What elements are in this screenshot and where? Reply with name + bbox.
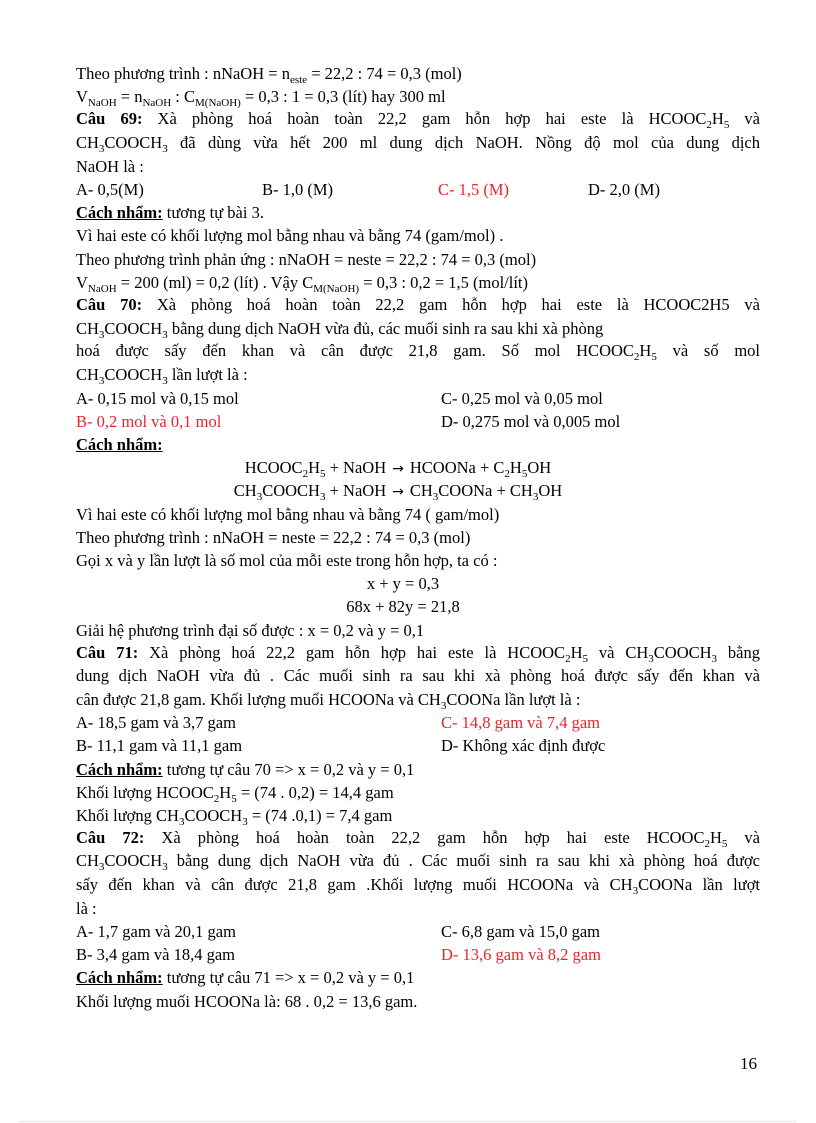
text-line: Khối lượng $CH_3COOCH_3 = (74$ .0,1) = 7,4 gam bbox=[76, 806, 393, 828]
options-row bbox=[76, 387, 760, 410]
question-70: Câu 70: Xà phòng hoá hoàn toàn 22,2 gam hỗn hợp hai este là HCOOC2H5 và bbox=[76, 294, 760, 314]
text-line: sấy đến khan và cân được 21,8 gam .Khối lượng muối HCOONa và $CH_3COONa$ lần lượt bbox=[76, 874, 760, 897]
option-d-answer: D- 13,6 gam và 8,2 gam bbox=[441, 945, 601, 965]
option-d: D- 2,0 (M) bbox=[588, 179, 660, 199]
text-line: NaOH là : bbox=[76, 156, 144, 176]
text-line: Giải hệ phương trình đại số được : x = 0,2 và y = 0,1 bbox=[76, 620, 425, 640]
options-row bbox=[76, 711, 760, 734]
text-line: hoá được sấy đến khan và cân được 21,8 gam. Số mol $HCOOC_2H_5$ và số mol bbox=[76, 341, 760, 364]
text-line: Gọi x và y lần lượt là số mol của mỗi este trong hỗn hợp, ta có : bbox=[76, 550, 498, 570]
option-a: A- 0,5(M) bbox=[76, 179, 144, 199]
hint-line: Cách nhẩm: tương tự câu 71 => x = 0,2 và y = 0,1 bbox=[76, 968, 415, 988]
option-b-answer: B- 0,2 mol và 0,1 mol bbox=[76, 411, 222, 431]
option-d: D- Không xác định được bbox=[441, 736, 606, 756]
reaction-1: $HCOOC_2H_5$ + NaOH → HCOONa + $C_2H_5OH$ bbox=[244, 458, 552, 481]
text-line: $V_{NaOH} = 200$ (ml) = 0,2 (lít) . Vậy $C_{M(NaOH)} = 0,3$ : 0,2 = 1,5 (mol/lít) bbox=[76, 272, 529, 295]
arrow-icon: → bbox=[392, 461, 404, 478]
option-c: C- 6,8 gam và 15,0 gam bbox=[441, 921, 601, 941]
option-c-answer: C- 14,8 gam và 7,4 gam bbox=[441, 713, 601, 733]
page-border-dotted bbox=[20, 1121, 796, 1122]
text-line: là : bbox=[76, 898, 97, 918]
hint-line: Cách nhẩm: bbox=[76, 435, 163, 454]
equation-1: x + y = 0,3 bbox=[366, 574, 440, 594]
option-a: A- 18,5 gam và 3,7 gam bbox=[76, 713, 236, 733]
hint-line: Cách nhẩm: tương tự câu 70 => x = 0,2 và y = 0,1 bbox=[76, 759, 415, 779]
text-line: Theo phương trình phản ứng : nNaOH = neste = 22,2 : 74 = 0,3 (mol) bbox=[76, 249, 537, 269]
question-72: Câu 72: Xà phòng hoá hoàn toàn 22,2 gam hỗn hợp hai este $HCOOC_2H_5$ và bbox=[76, 828, 760, 851]
option-b: B- 1,0 (M) bbox=[262, 179, 334, 199]
option-b: B- 3,4 gam và 18,4 gam bbox=[76, 945, 236, 965]
text-line: Theo phương trình : nNaOH = neste = 22,2 : 74 = 0,3 (mol) bbox=[76, 527, 471, 547]
hint-line: Cách nhẩm: tương tự bài 3. bbox=[76, 203, 264, 223]
text-line: cân được 21,8 gam. Khối lượng muối HCOONa và $CH_3COONa$ lần lượt là : bbox=[76, 690, 581, 713]
question-69: Câu 69: Xà phòng hoá hoàn toàn 22,2 gam hỗn hợp hai este là $HCOOC_2H_5$ và bbox=[76, 109, 760, 132]
text-line: $CH_3COOCH_3$ bằng dung dịch NaOH vừa đủ, các muối sinh ra sau khi xà phòng bbox=[76, 319, 604, 342]
text-line: dung dịch NaOH vừa đủ . Các muối sinh ra sau khi xà phòng hoá được sấy đến khan và bbox=[76, 665, 760, 685]
text-line: $V_{NaOH} = n_{NaOH}$ : $C_{M(NaOH)} = 0,3$ : 1 = 0,3 (lít) hay 300 ml bbox=[76, 87, 446, 110]
page-number: 16 bbox=[740, 1054, 757, 1073]
option-b: B- 11,1 gam và 11,1 gam bbox=[76, 736, 243, 756]
text-line: Theo phương trình : nNaOH = $n_{este} = 22,2$ : 74 = 0,3 (mol) bbox=[76, 64, 462, 86]
option-c: C- 0,25 mol và 0,05 mol bbox=[441, 388, 603, 408]
options-row bbox=[76, 410, 760, 433]
options-row bbox=[76, 920, 760, 943]
text-line: Khối lượng muối HCOONa là: 68 . 0,2 = 13,6 gam. bbox=[76, 991, 418, 1011]
text-line: $CH_3COOCH_3$ đã dùng vừa hết 200 ml dung dịch NaOH. Nồng độ mol của dung dịch bbox=[76, 132, 760, 155]
reaction-2: $CH_3COOCH_3$ + NaOH → $CH_3COONa + CH_3OH$ bbox=[233, 481, 563, 504]
options-row bbox=[76, 943, 760, 966]
options-row bbox=[76, 734, 760, 757]
text-line: Vì hai este có khối lượng mol bằng nhau và bằng 74 ( gam/mol) bbox=[76, 504, 500, 524]
option-a: A- 1,7 gam và 20,1 gam bbox=[76, 921, 236, 941]
equation-2: 68x + 82y = 21,8 bbox=[346, 597, 460, 617]
options-row bbox=[76, 178, 760, 201]
text-line: Vì hai este có khối lượng mol bằng nhau và bằng 74 (gam/mol) . bbox=[76, 226, 504, 246]
text-line: $CH_3COOCH_3$ lần lượt là : bbox=[76, 365, 248, 388]
arrow-icon: → bbox=[392, 484, 404, 501]
question-71: Câu 71: Xà phòng hoá 22,2 gam hỗn hợp hai este là $HCOOC_2H_5$ và $CH_3COOCH_3$ bằng bbox=[76, 642, 760, 665]
document-page bbox=[76, 62, 760, 1013]
text-line: Khối lượng $HCOOC_2H_5 = (74$ . 0,2) = 14,4 gam bbox=[76, 782, 394, 805]
option-a: A- 0,15 mol và 0,15 mol bbox=[76, 388, 239, 408]
text-line: $CH_3COOCH_3$ bằng dung dịch NaOH vừa đủ . Các muối sinh ra sau khi xà phòng hoá được bbox=[76, 851, 760, 874]
option-c-answer: C- 1,5 (M) bbox=[438, 179, 510, 199]
option-d: D- 0,275 mol và 0,005 mol bbox=[441, 411, 621, 431]
